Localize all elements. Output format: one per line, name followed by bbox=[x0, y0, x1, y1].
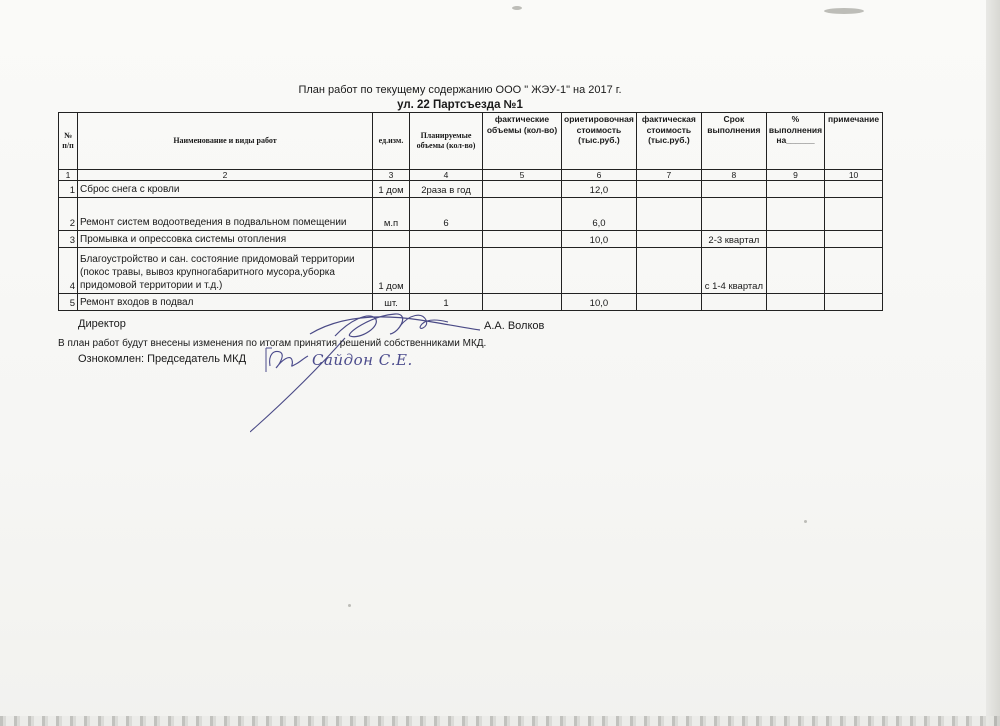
column-number: 2 bbox=[78, 170, 373, 181]
work-name: Сброс снега с кровли bbox=[78, 181, 373, 198]
actual-cell bbox=[483, 198, 562, 231]
column-header: Планируемые объемы (кол-во) bbox=[410, 113, 483, 170]
column-number: 4 bbox=[410, 170, 483, 181]
percent-cell bbox=[766, 231, 824, 248]
table-header-row bbox=[59, 113, 883, 170]
note-cell bbox=[825, 248, 883, 294]
note-cell bbox=[825, 181, 883, 198]
column-header: фактические объемы (кол-во) bbox=[483, 113, 562, 170]
column-number: 6 bbox=[562, 170, 637, 181]
unit-cell: шт. bbox=[373, 294, 410, 311]
scan-speck bbox=[804, 520, 807, 523]
note-cell bbox=[825, 294, 883, 311]
column-header: ориетировочная стоимость (тыс.руб.) bbox=[562, 113, 637, 170]
unit-cell: м.п bbox=[373, 198, 410, 231]
column-number: 7 bbox=[636, 170, 701, 181]
column-number: 3 bbox=[373, 170, 410, 181]
note-cell bbox=[825, 231, 883, 248]
changes-note: В план работ будут внесены изменения по итогам принятия решений собственниками МКД. bbox=[58, 338, 487, 349]
scan-speck bbox=[824, 8, 864, 14]
column-number: 9 bbox=[766, 170, 824, 181]
percent-cell bbox=[766, 294, 824, 311]
est-cost-cell: 10,0 bbox=[562, 294, 637, 311]
column-number-row bbox=[59, 170, 883, 181]
term-cell: с 1-4 квартал bbox=[701, 248, 766, 294]
address-title: ул. 22 Партсъезда №1 bbox=[397, 99, 523, 111]
page-edge-shadow bbox=[986, 0, 1000, 726]
column-header: фактическая стоимость (тыс.руб.) bbox=[636, 113, 701, 170]
plan-title: План работ по текущему содержанию ООО " ЖЭУ-1" на 2017 г. bbox=[298, 84, 622, 96]
actual-cost-cell bbox=[636, 198, 701, 231]
unit-cell: 1 дом bbox=[373, 181, 410, 198]
actual-cell bbox=[483, 294, 562, 311]
est-cost-cell bbox=[562, 248, 637, 294]
column-number: 5 bbox=[483, 170, 562, 181]
est-cost-cell: 6,0 bbox=[562, 198, 637, 231]
column-header: ед.изм. bbox=[373, 113, 410, 170]
acquainted-label: Ознокомлен: Председатель МКД bbox=[78, 353, 247, 365]
column-number: 10 bbox=[825, 170, 883, 181]
row-number: 1 bbox=[59, 181, 78, 198]
unit-cell: 1 дом bbox=[373, 248, 410, 294]
row-number: 3 bbox=[59, 231, 78, 248]
director-name: А.А. Волков bbox=[484, 320, 545, 332]
work-name: Благоустройство и сан. состояние придомовай территории (покос травы, вывоз крупногабаритного мусора,уборка придомовой территории и т.д.) bbox=[78, 248, 373, 294]
column-header: % выполнения на______ bbox=[766, 113, 824, 170]
planned-cell: 2раза в год bbox=[410, 181, 483, 198]
work-plan-table bbox=[58, 112, 883, 311]
table-row bbox=[59, 181, 883, 198]
work-name: Ремонт систем водоотведения в подвальном помещении bbox=[78, 198, 373, 231]
est-cost-cell: 10,0 bbox=[562, 231, 637, 248]
scan-noise-strip bbox=[0, 716, 1000, 726]
est-cost-cell: 12,0 bbox=[562, 181, 637, 198]
planned-cell bbox=[410, 248, 483, 294]
column-header: № п/п bbox=[59, 113, 78, 170]
actual-cost-cell bbox=[636, 294, 701, 311]
planned-cell: 6 bbox=[410, 198, 483, 231]
work-name: Промывка и опрессовка системы отопления bbox=[78, 231, 373, 248]
actual-cell bbox=[483, 231, 562, 248]
actual-cell bbox=[483, 181, 562, 198]
table-row bbox=[59, 248, 883, 294]
column-number: 1 bbox=[59, 170, 78, 181]
director-label: Директор bbox=[78, 318, 126, 330]
work-name: Ремонт входов в подвал bbox=[78, 294, 373, 311]
percent-cell bbox=[766, 198, 824, 231]
chairman-signature bbox=[262, 346, 312, 374]
handwritten-chairman-name: Сайдон С.Е. bbox=[312, 351, 413, 369]
term-cell: 2-3 квартал bbox=[701, 231, 766, 248]
row-number: 5 bbox=[59, 294, 78, 311]
column-header: Наименование и виды работ bbox=[78, 113, 373, 170]
row-number: 2 bbox=[59, 198, 78, 231]
column-number: 8 bbox=[701, 170, 766, 181]
note-cell bbox=[825, 198, 883, 231]
table-row bbox=[59, 198, 883, 231]
percent-cell bbox=[766, 248, 824, 294]
actual-cost-cell bbox=[636, 181, 701, 198]
planned-cell bbox=[410, 231, 483, 248]
column-header: примечание bbox=[825, 113, 883, 170]
actual-cost-cell bbox=[636, 231, 701, 248]
term-cell bbox=[701, 198, 766, 231]
unit-cell bbox=[373, 231, 410, 248]
scan-speck bbox=[348, 604, 351, 607]
actual-cell bbox=[483, 248, 562, 294]
planned-cell: 1 bbox=[410, 294, 483, 311]
column-header: Срок выполнения bbox=[701, 113, 766, 170]
percent-cell bbox=[766, 181, 824, 198]
term-cell bbox=[701, 294, 766, 311]
table-row bbox=[59, 231, 883, 248]
row-number: 4 bbox=[59, 248, 78, 294]
term-cell bbox=[701, 181, 766, 198]
scan-speck bbox=[512, 6, 522, 10]
actual-cost-cell bbox=[636, 248, 701, 294]
